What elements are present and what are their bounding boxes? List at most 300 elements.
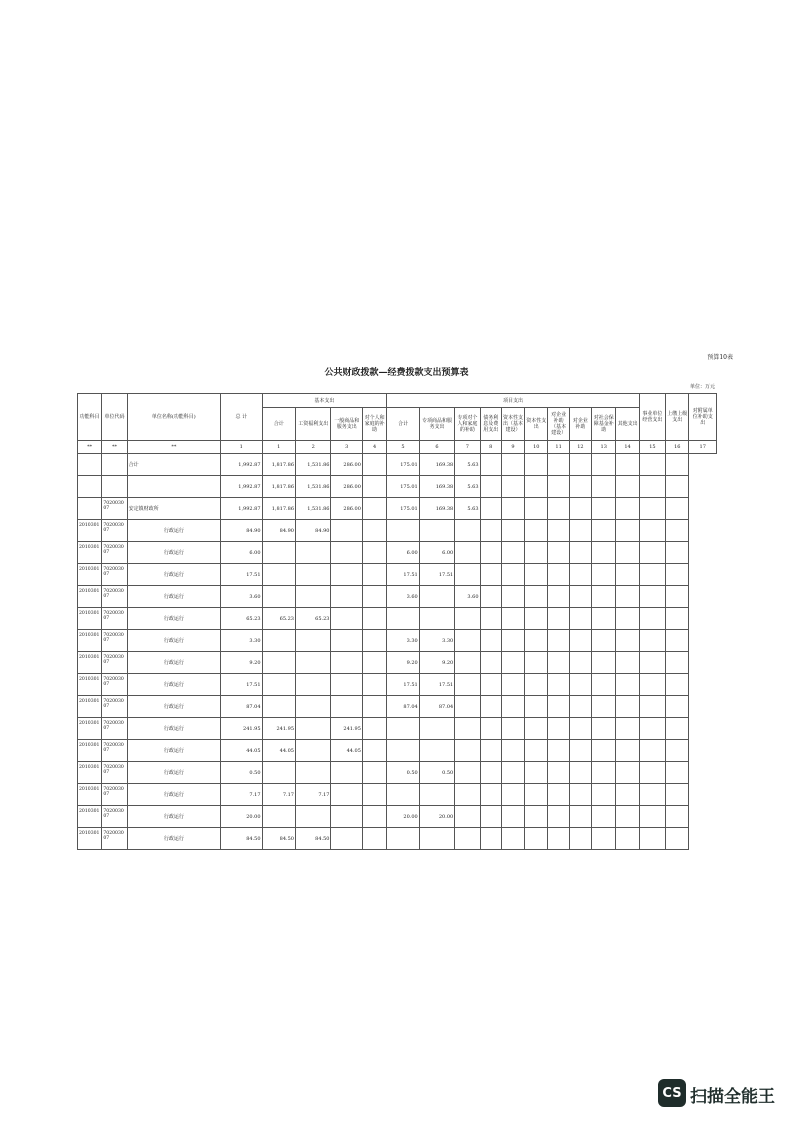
header-project-group: 项目支出	[387, 394, 639, 408]
unit-name-cell: 安定镇财政所	[127, 498, 220, 520]
amount-cell	[480, 454, 501, 476]
amount-cell	[639, 498, 665, 520]
amount-cell	[501, 476, 524, 498]
amount-cell: 65.23	[220, 608, 262, 630]
index-cell: 4	[362, 441, 386, 454]
index-cell: **	[102, 441, 127, 454]
unit-code-cell: 702003007	[102, 784, 127, 806]
amount-cell	[525, 696, 548, 718]
amount-cell	[639, 542, 665, 564]
unit-code-cell: 702003007	[102, 498, 127, 520]
amount-cell	[592, 762, 616, 784]
amount-cell	[525, 498, 548, 520]
subject-code-cell: 2010301	[78, 586, 102, 608]
amount-cell: 241.95	[262, 718, 295, 740]
amount-cell: 87.04	[419, 696, 454, 718]
amount-cell	[666, 696, 689, 718]
unit-name-cell: 行政运行	[127, 564, 220, 586]
unit-name-cell	[127, 476, 220, 498]
amount-cell	[525, 806, 548, 828]
amount-cell	[501, 762, 524, 784]
amount-cell	[616, 674, 639, 696]
header-unit-code: 单位代码	[102, 394, 127, 441]
amount-cell	[501, 542, 524, 564]
amount-cell	[362, 630, 386, 652]
amount-cell	[666, 564, 689, 586]
unit-name-cell: 行政运行	[127, 630, 220, 652]
index-cell: 2	[296, 441, 331, 454]
amount-cell	[501, 608, 524, 630]
amount-cell: 1,531.86	[296, 454, 331, 476]
unit-code-cell: 702003007	[102, 630, 127, 652]
amount-cell: 6.00	[220, 542, 262, 564]
amount-cell	[362, 608, 386, 630]
amount-cell	[666, 762, 689, 784]
amount-cell	[455, 674, 480, 696]
amount-cell	[480, 652, 501, 674]
amount-cell	[592, 630, 616, 652]
amount-cell: 17.51	[220, 674, 262, 696]
amount-cell: 1,992.87	[220, 454, 262, 476]
amount-cell	[639, 718, 665, 740]
amount-cell	[569, 520, 591, 542]
amount-cell: 65.23	[262, 608, 295, 630]
amount-cell: 0.50	[419, 762, 454, 784]
subject-code-cell: 2010301	[78, 718, 102, 740]
amount-cell	[639, 696, 665, 718]
amount-cell	[639, 630, 665, 652]
amount-cell	[525, 586, 548, 608]
amount-cell	[569, 652, 591, 674]
amount-cell	[639, 520, 665, 542]
amount-cell: 84.50	[220, 828, 262, 850]
amount-cell	[639, 564, 665, 586]
amount-cell	[569, 718, 591, 740]
amount-cell	[455, 608, 480, 630]
amount-cell	[480, 586, 501, 608]
amount-cell: 20.00	[220, 806, 262, 828]
unit-code-cell: 702003007	[102, 520, 127, 542]
amount-cell	[480, 740, 501, 762]
table-body	[78, 441, 717, 850]
table-row	[78, 630, 717, 652]
unit-name-cell: 行政运行	[127, 586, 220, 608]
amount-cell: 169.38	[419, 498, 454, 520]
amount-cell	[501, 520, 524, 542]
amount-cell	[455, 652, 480, 674]
index-cell: 10	[525, 441, 548, 454]
amount-cell	[362, 762, 386, 784]
amount-cell	[666, 674, 689, 696]
subject-code-cell: 2010301	[78, 520, 102, 542]
amount-cell: 87.04	[387, 696, 419, 718]
header-project-col: 专项对个人和家庭的补助	[455, 408, 480, 441]
amount-cell	[501, 740, 524, 762]
amount-cell	[480, 828, 501, 850]
subject-code-cell: 2010301	[78, 806, 102, 828]
amount-cell	[419, 586, 454, 608]
amount-cell	[501, 630, 524, 652]
index-cell: 15	[639, 441, 665, 454]
index-cell: 1	[220, 441, 262, 454]
amount-cell	[480, 696, 501, 718]
amount-cell	[362, 718, 386, 740]
amount-cell: 5.63	[455, 476, 480, 498]
amount-cell	[639, 476, 665, 498]
amount-cell	[296, 586, 331, 608]
subject-code-cell: 2010301	[78, 674, 102, 696]
unit-label: 单位：万元	[689, 384, 715, 390]
index-cell: 8	[480, 441, 501, 454]
amount-cell: 84.90	[262, 520, 295, 542]
amount-cell	[569, 740, 591, 762]
table-row	[78, 740, 717, 762]
unit-name-cell: 行政运行	[127, 652, 220, 674]
unit-name-cell: 行政运行	[127, 608, 220, 630]
amount-cell	[480, 784, 501, 806]
amount-cell: 175.01	[387, 476, 419, 498]
amount-cell	[455, 740, 480, 762]
amount-cell: 5.63	[455, 498, 480, 520]
amount-cell: 286.00	[331, 454, 362, 476]
amount-cell	[362, 542, 386, 564]
subject-code-cell: 2010301	[78, 630, 102, 652]
amount-cell	[387, 718, 419, 740]
amount-cell	[616, 586, 639, 608]
amount-cell	[639, 740, 665, 762]
amount-cell	[362, 520, 386, 542]
table-row	[78, 520, 717, 542]
index-cell: 1	[262, 441, 295, 454]
amount-cell	[455, 806, 480, 828]
header-project-col: 合计	[387, 408, 419, 441]
subject-code-cell: 2010301	[78, 696, 102, 718]
index-cell: 7	[455, 441, 480, 454]
amount-cell	[548, 784, 569, 806]
unit-name-cell: 合计	[127, 454, 220, 476]
table-row	[78, 498, 717, 520]
amount-cell	[548, 476, 569, 498]
amount-cell	[525, 520, 548, 542]
amount-cell	[548, 762, 569, 784]
amount-cell	[569, 542, 591, 564]
amount-cell	[592, 498, 616, 520]
table-row	[78, 806, 717, 828]
amount-cell	[501, 454, 524, 476]
unit-code-cell: 702003007	[102, 542, 127, 564]
amount-cell: 0.50	[387, 762, 419, 784]
amount-cell	[419, 784, 454, 806]
amount-cell	[501, 696, 524, 718]
amount-cell	[501, 674, 524, 696]
amount-cell	[331, 542, 362, 564]
header-project-col: 资本性支出（基本建设）	[501, 408, 524, 441]
header-total: 总 计	[220, 394, 262, 441]
header-project-col: 其他支出	[616, 408, 639, 441]
amount-cell	[666, 498, 689, 520]
amount-cell	[569, 608, 591, 630]
header-project-col: 债务利息及费用支出	[480, 408, 501, 441]
unit-code-cell: 702003007	[102, 586, 127, 608]
subject-code-cell: 2010301	[78, 652, 102, 674]
amount-cell	[501, 498, 524, 520]
amount-cell: 44.05	[331, 740, 362, 762]
amount-cell	[387, 608, 419, 630]
amount-cell: 7.17	[220, 784, 262, 806]
amount-cell	[569, 564, 591, 586]
header-func-subject: 功能科目	[78, 394, 102, 441]
index-cell: **	[127, 441, 220, 454]
amount-cell: 9.20	[387, 652, 419, 674]
amount-cell	[419, 718, 454, 740]
amount-cell	[569, 784, 591, 806]
amount-cell	[331, 586, 362, 608]
amount-cell: 3.30	[387, 630, 419, 652]
scanner-logo-icon: CS	[658, 1079, 686, 1107]
unit-code-cell	[102, 476, 127, 498]
header-extra-col: 上缴上级支出	[666, 394, 689, 441]
amount-cell	[262, 762, 295, 784]
amount-cell	[480, 674, 501, 696]
unit-code-cell: 702003007	[102, 652, 127, 674]
amount-cell	[639, 454, 665, 476]
amount-cell	[548, 586, 569, 608]
amount-cell	[639, 674, 665, 696]
header-basic-col: 工资福利支出	[296, 408, 331, 441]
amount-cell: 3.60	[455, 586, 480, 608]
header-basic-col: 一般商品和服务支出	[331, 408, 362, 441]
index-cell: 12	[569, 441, 591, 454]
index-cell: 14	[616, 441, 639, 454]
table-row	[78, 608, 717, 630]
amount-cell	[666, 740, 689, 762]
amount-cell	[419, 828, 454, 850]
amount-cell	[592, 696, 616, 718]
amount-cell: 84.90	[220, 520, 262, 542]
amount-cell	[387, 520, 419, 542]
table-row	[78, 828, 717, 850]
unit-name-cell: 行政运行	[127, 784, 220, 806]
amount-cell	[362, 784, 386, 806]
amount-cell: 3.60	[387, 586, 419, 608]
table-row	[78, 454, 717, 476]
index-cell: 17	[689, 441, 717, 454]
amount-cell	[616, 498, 639, 520]
amount-cell	[666, 454, 689, 476]
amount-cell: 0.50	[220, 762, 262, 784]
amount-cell	[455, 718, 480, 740]
amount-cell: 84.50	[262, 828, 295, 850]
unit-code-cell: 702003007	[102, 608, 127, 630]
amount-cell: 5.63	[455, 454, 480, 476]
amount-cell	[296, 674, 331, 696]
header-project-col: 对企业补助（基本建设）	[548, 408, 569, 441]
amount-cell: 1,817.86	[262, 454, 295, 476]
amount-cell	[525, 542, 548, 564]
table-row	[78, 476, 717, 498]
amount-cell: 286.00	[331, 498, 362, 520]
amount-cell	[331, 630, 362, 652]
amount-cell	[548, 454, 569, 476]
amount-cell	[480, 564, 501, 586]
amount-cell	[548, 740, 569, 762]
amount-cell	[548, 630, 569, 652]
table-row	[78, 718, 717, 740]
amount-cell: 1,992.87	[220, 498, 262, 520]
amount-cell	[569, 454, 591, 476]
amount-cell	[569, 476, 591, 498]
unit-code-cell: 702003007	[102, 828, 127, 850]
index-cell: 16	[666, 441, 689, 454]
header-unit-name: 单位名称(功能科目)	[127, 394, 220, 441]
unit-name-cell: 行政运行	[127, 696, 220, 718]
amount-cell	[455, 762, 480, 784]
amount-cell	[362, 564, 386, 586]
page-title: 公共财政拨款—经费拨款支出预算表	[324, 368, 469, 378]
amount-cell	[419, 520, 454, 542]
table-row	[78, 564, 717, 586]
amount-cell: 241.95	[220, 718, 262, 740]
budget-table	[77, 393, 717, 850]
amount-cell: 17.51	[387, 564, 419, 586]
amount-cell	[592, 674, 616, 696]
unit-name-cell: 行政运行	[127, 718, 220, 740]
amount-cell: 17.51	[419, 564, 454, 586]
amount-cell	[666, 784, 689, 806]
subject-code-cell: 2010301	[78, 542, 102, 564]
amount-cell	[548, 608, 569, 630]
amount-cell	[616, 762, 639, 784]
amount-cell	[262, 586, 295, 608]
amount-cell: 175.01	[387, 498, 419, 520]
table-row	[78, 784, 717, 806]
amount-cell	[666, 718, 689, 740]
subject-code-cell: 2010301	[78, 828, 102, 850]
amount-cell	[616, 652, 639, 674]
amount-cell: 6.00	[387, 542, 419, 564]
amount-cell	[480, 542, 501, 564]
amount-cell	[331, 828, 362, 850]
amount-cell	[480, 498, 501, 520]
amount-cell	[480, 806, 501, 828]
amount-cell	[262, 564, 295, 586]
amount-cell	[501, 806, 524, 828]
amount-cell	[548, 828, 569, 850]
amount-cell	[525, 828, 548, 850]
amount-cell	[525, 762, 548, 784]
table-row	[78, 652, 717, 674]
amount-cell: 3.30	[220, 630, 262, 652]
amount-cell	[387, 740, 419, 762]
amount-cell	[592, 608, 616, 630]
amount-cell	[525, 784, 548, 806]
amount-cell: 1,531.86	[296, 498, 331, 520]
amount-cell	[639, 828, 665, 850]
amount-cell	[548, 498, 569, 520]
amount-cell: 65.23	[296, 608, 331, 630]
amount-cell	[666, 828, 689, 850]
amount-cell: 1,992.87	[220, 476, 262, 498]
amount-cell	[639, 652, 665, 674]
subject-code-cell: 2010301	[78, 564, 102, 586]
subject-code-cell: 2010301	[78, 740, 102, 762]
subject-code-cell: 2010301	[78, 762, 102, 784]
amount-cell	[548, 520, 569, 542]
amount-cell	[262, 696, 295, 718]
amount-cell	[455, 630, 480, 652]
amount-cell: 6.00	[419, 542, 454, 564]
amount-cell	[296, 652, 331, 674]
amount-cell	[331, 806, 362, 828]
unit-name-cell: 行政运行	[127, 674, 220, 696]
amount-cell	[296, 696, 331, 718]
index-cell: 5	[387, 441, 419, 454]
amount-cell	[666, 542, 689, 564]
amount-cell	[480, 718, 501, 740]
amount-cell	[616, 454, 639, 476]
amount-cell	[616, 828, 639, 850]
amount-cell	[616, 564, 639, 586]
amount-cell	[262, 674, 295, 696]
amount-cell	[639, 608, 665, 630]
amount-cell: 3.60	[220, 586, 262, 608]
amount-cell: 1,817.86	[262, 476, 295, 498]
table-row	[78, 586, 717, 608]
amount-cell: 9.20	[220, 652, 262, 674]
unit-code-cell: 702003007	[102, 564, 127, 586]
amount-cell: 7.17	[296, 784, 331, 806]
amount-cell	[362, 674, 386, 696]
amount-cell: 17.51	[387, 674, 419, 696]
amount-cell	[455, 520, 480, 542]
unit-code-cell	[102, 454, 127, 476]
amount-cell: 241.95	[331, 718, 362, 740]
amount-cell	[592, 718, 616, 740]
form-number: 预算10表	[707, 354, 733, 361]
amount-cell	[666, 806, 689, 828]
amount-cell	[362, 806, 386, 828]
amount-cell	[501, 718, 524, 740]
amount-cell	[592, 564, 616, 586]
subject-code-cell	[78, 454, 102, 476]
table-row	[78, 542, 717, 564]
index-cell: 13	[592, 441, 616, 454]
amount-cell: 175.01	[387, 454, 419, 476]
amount-cell	[666, 630, 689, 652]
amount-cell	[455, 564, 480, 586]
amount-cell	[616, 608, 639, 630]
amount-cell: 9.20	[419, 652, 454, 674]
amount-cell	[501, 784, 524, 806]
amount-cell: 17.51	[220, 564, 262, 586]
subject-code-cell: 2010301	[78, 608, 102, 630]
amount-cell	[592, 520, 616, 542]
index-cell: 11	[548, 441, 569, 454]
amount-cell: 44.05	[220, 740, 262, 762]
amount-cell	[362, 498, 386, 520]
subject-code-cell: 2010301	[78, 784, 102, 806]
amount-cell	[331, 652, 362, 674]
amount-cell	[525, 740, 548, 762]
unit-name-cell: 行政运行	[127, 828, 220, 850]
amount-cell	[480, 762, 501, 784]
amount-cell	[592, 652, 616, 674]
amount-cell	[525, 454, 548, 476]
amount-cell: 87.04	[220, 696, 262, 718]
amount-cell	[666, 586, 689, 608]
amount-cell: 84.90	[296, 520, 331, 542]
amount-cell	[262, 630, 295, 652]
